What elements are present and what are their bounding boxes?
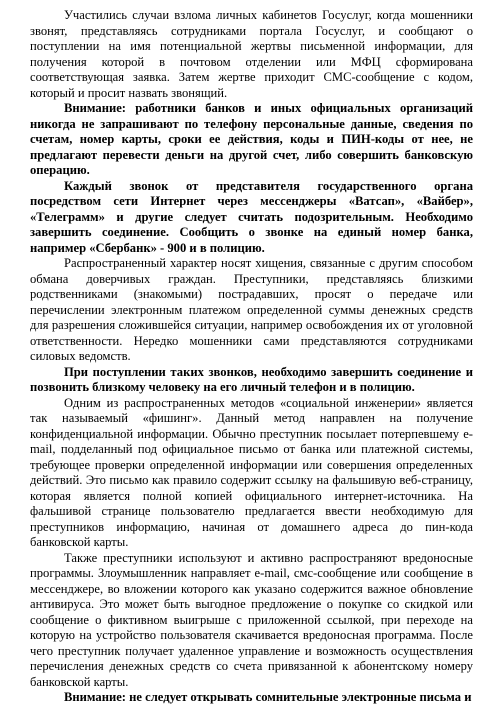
paragraph-call-advice: При поступлении таких звонков, необходимо завершить соединение и позвонить близкому человеку на его личный телефон и в полицию. (30, 364, 473, 394)
paragraph-bank-warning: Внимание: работники банков и иных официальных организаций никогда не запрашивают по телефону персональные данные, сведения по счетам, номер карты, сроки ее действия, коды и ПИН-коды от нее, не предлагают перевести деньги на другой счет, либо совершить банковскую операцию. (30, 101, 473, 177)
paragraph-gosuslugi-hacking: Участились случаи взлома личных кабинетов Госуслуг, когда мошенники звонят, представляясь сотрудниками портала Госуслуг, и сообщают о поступлении на имя потенциальной жертвы письменной информации, для получения которой в почтовом отделении или МФЦ сформирована соответствующая заявка. Затем жертве приходит СМС-сообщение с кодом, который и просит назвать звонящий. (30, 8, 473, 100)
paragraph-malware: Также преступники используют и активно распространяют вредоносные программы. Злоумышленник направляет e-mail, смс-сообщение или сообщение в мессенджере, во вложении которого как указано содержится важное обновление антивируса. Это может быть выгодное предложение о покупке со скидкой или сообщение о фиктивном выигрыше с приложенной ссылкой, при переходе на которую на устройство пользователя скачивается вредоносная программа. После чего преступник получает удаленное управление и возможность осуществления перечисления денежных средств со счета привязанной к абонентскому номеру банковской карты. (30, 550, 473, 689)
paragraph-email-warning: Внимание: не следует открывать сомнительные электронные письма и (64, 690, 472, 704)
paragraph-relatives-fraud: Распространенный характер носят хищения, связанные с другим способом обмана доверчивых граждан. Преступники, представляясь близкими родственниками (знакомыми) пострадавших, просят о передаче или перечислении электронным платежом определенной суммы денежных средств для разрешения сложившейся ситуации, например освобождения их от уголовной ответственности. Нередко мошенники сами представляются сотрудниками силовых ведомств. (30, 256, 473, 363)
paragraph-phishing: Одним из распространенных методов «социальной инженерии» является так называемый «фишинг». Данный метод направлен на получение конфиденциальной информации. Обычно преступник посылает потерпевшему e-mail, подделанный под официальное письмо от банка или платежной системы, требующее проверки определенной информации или совершения определенных действий. Это письмо как правило содержит ссылку на фальшивую веб-страницу, которая является полной копией официального интернет-источника. На фальшивой странице пользователю предлагается ввести необходимую для преступников информацию, начиная от домашнего адреса до пин-кода банковской карты. (30, 395, 473, 549)
paragraph-messenger-calls: Каждый звонок от представителя государственного органа посредством сети Интернет через мессенджеры «Ватсап», «Вайбер», «Телеграмм» и другие следует считать подозрительным. Необходимо завершить соединение. Сообщить о звонке на единый номер банка, например «Сбербанк» - 900 и в полицию. (30, 178, 473, 255)
